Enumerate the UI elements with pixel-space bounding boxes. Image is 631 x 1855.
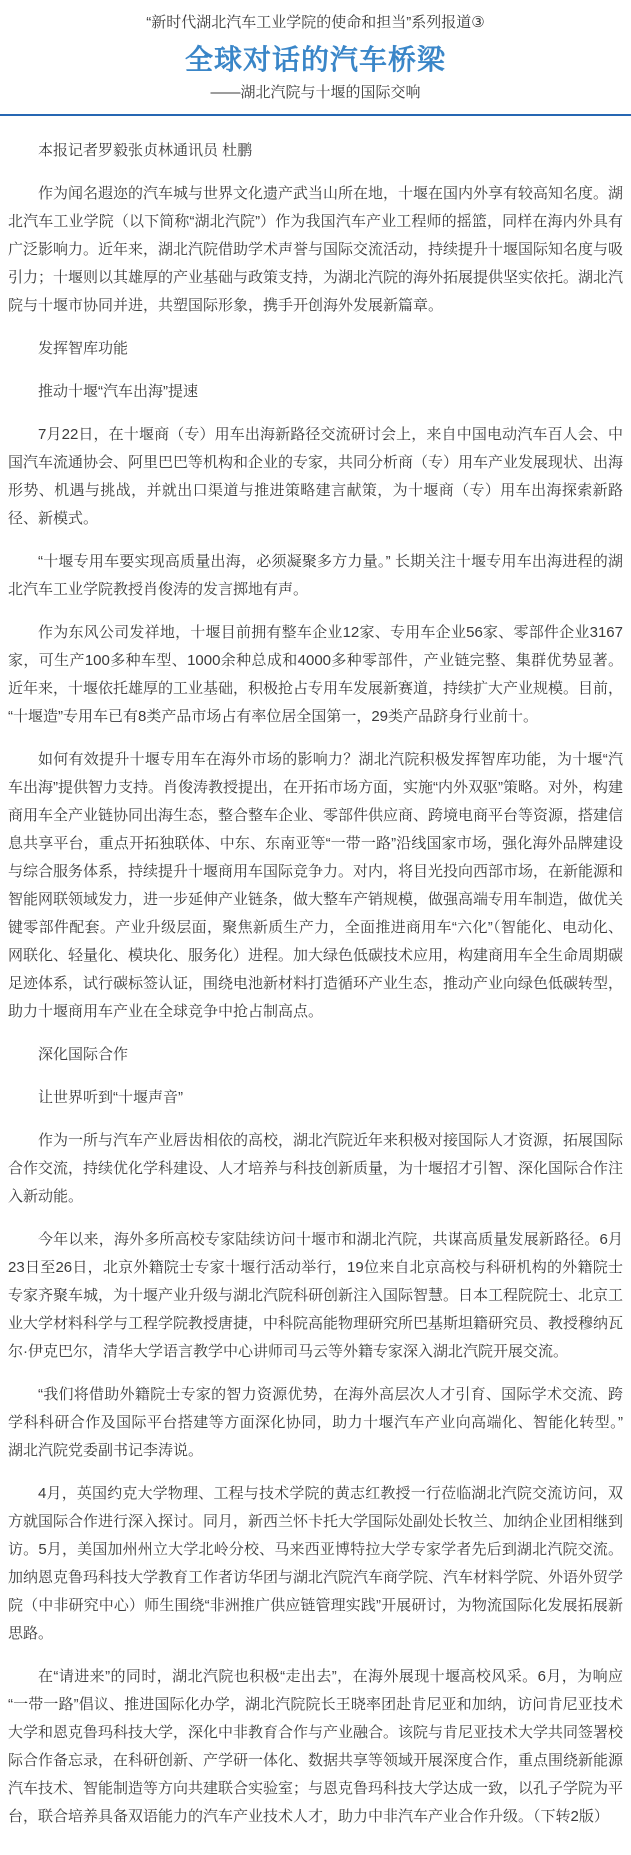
paragraph: 如何有效提升十堰专用车在海外市场的影响力？湖北汽院积极发挥智库功能，为十堰“汽车出海”提供智力支持。肖俊涛教授提出，在开拓市场方面，实施“内外双驱”策略。对外，构建商用车全产业链协同出海生态，整合整车企业、零部件供应商、跨境电商平台等资源，搭建信息共享平台，重点开拓独联体、中东、东南亚等“一带一路”沿线国家市场，强化海外品牌建设与综合服务体系，持续提升十堰商用车国际竞争力。对内，将目光投向西部市场，在新能源和智能网联领域发力，进一步延伸产业链条，做大整车产销规模，做强高端专用车制造，做优关键零部件配套。产业升级层面，聚焦新质生产力，全面推进商用车“六化”（智能化、电动化、网联化、轻量化、模块化、服务化）进程。加大绿色低碳技术应用，构建商用车全生命周期碳足迹体系，试行碳标签认证，围绕电池新材料打造循环产业生态，推动产业向绿色低碳转型，助力十堰商用车产业在全球竞争中抢占制高点。 bbox=[8, 751, 624, 1020]
paragraph: 在“请进来”的同时，湖北汽院也积极“走出去”，在海外展现十堰高校风采。6月，为响应“一带一路”倡议、推进国际化办学，湖北汽院院长王晓率团赴肯尼亚和加纳，访问肯尼亚技术大学和恩克鲁玛科技大学，深化中非教育合作与产业融合。该院与肯尼亚技术大学共同签署校际合作备忘录，在科研创新、产学研一体化、数据共享等领域开展深度合作，重点围绕新能源汽车技术、智能制造等方向共建联合实验室；与恩克鲁玛科技大学达成一致，以孔子学院为平台，联合培养具备双语能力的汽车产业技术人才，助力中非汽车产业合作升级。（下转2版） bbox=[8, 1668, 624, 1825]
section-heading: 深化国际合作 bbox=[38, 1046, 129, 1063]
article-body bbox=[0, 116, 631, 1855]
paragraph: 作为闻名遐迩的汽车城与世界文化遗产武当山所在地，十堰在国内外享有较高知名度。湖北汽车工业学院（以下简称“湖北汽院”）作为我国汽车产业工程师的摇篮，同样在海内外具有广泛影响力。近年来，湖北汽院借助学术声誉与国际交流活动，持续提升十堰国际知名度与吸引力；十堰则以其雄厚的产业基础与政策支持，为湖北汽院的海外拓展提供坚实依托。湖北汽院与十堰市协同并进，共塑国际形象，携手开创海外发展新篇章。 bbox=[8, 185, 624, 314]
paragraph: “十堰专用车要实现高质量出海，必须凝聚多方力量。” 长期关注十堰专用车出海进程的湖北汽车工业学院教授肖俊涛的发言掷地有声。 bbox=[8, 553, 623, 598]
paragraph: 7月22日，在十堰商（专）用车出海新路径交流研讨会上，来自中国电动汽车百人会、中国汽车流通协会、阿里巴巴等机构和企业的专家，共同分析商（专）用车产业发展现状、出海形势、机遇与挑战，并就出口渠道与推进策略建言献策，为十堰商（专）用车出海探索新路径、新模式。 bbox=[8, 426, 624, 527]
article-header bbox=[0, 0, 631, 104]
byline: 本报记者罗毅张贞林通讯员 杜鹏 bbox=[38, 142, 253, 159]
paragraph: 作为东风公司发祥地，十堰目前拥有整车企业12家、专用车企业56家、零部件企业3167家，可生产100多种车型、1000余种总成和4000多种零部件，产业链完整、集群优势显著。近年来，十堰依托雄厚的工业基础，积极抢占专用车发展新赛道，持续扩大产业规模。目前，“十堰造”专用车已有8类产品市场占有率位居全国第一，29类产品跻身行业前十。 bbox=[8, 624, 624, 725]
section-subheading: 推动十堰“汽车出海”提速 bbox=[38, 383, 198, 400]
paragraph: 今年以来，海外多所高校专家陆续访问十堰市和湖北汽院，共谋高质量发展新路径。6月23日至26日，北京外籍院士专家十堰行活动举行，19位来自北京高校与科研机构的外籍院士专家齐聚车城，为十堰产业升级与湖北汽院科研创新注入国际智慧。日本工程院院士、北京工业大学材料科学与工程学院教授唐捷，中科院高能物理研究所巴基斯坦籍研究员、教授穆纳瓦尔·伊克巴尔，清华大学语言教学中心讲师司马云等外籍专家深入湖北汽院开展交流。 bbox=[8, 1231, 624, 1360]
paragraph: 4月，英国约克大学物理、工程与技术学院的黄志红教授一行莅临湖北汽院交流访问，双方就国际合作进行深入探讨。同月，新西兰怀卡托大学国际处副处长牧兰、加纳企业团相继到访。5月，美国加州州立大学北岭分校、马来西亚博特拉大学专家学者先后到湖北汽院交流。加纳恩克鲁玛科技大学教育工作者访华团与湖北汽院汽车商学院、汽车材料学院、外语外贸学院（中非研究中心）师生围绕“非洲推广供应链管理实践”开展研讨，为物流国际化发展拓展新思路。 bbox=[8, 1485, 624, 1642]
article-title: 全球对话的汽车桥梁 bbox=[184, 44, 446, 75]
paragraph: 作为一所与汽车产业唇齿相依的高校，湖北汽院近年来积极对接国际人才资源，拓展国际合作交流，持续优化学科建设、人才培养与科技创新质量，为十堰招才引智、深化国际合作注入新动能。 bbox=[8, 1132, 624, 1205]
article-subtitle: ——湖北汽院与十堰的国际交响 bbox=[210, 84, 421, 101]
section-subheading: 让世界听到“十堰声音” bbox=[38, 1089, 183, 1106]
series-title: “新时代湖北汽车工业学院的使命和担当”系列报道③ bbox=[146, 14, 485, 31]
paragraph: “我们将借助外籍院士专家的智力资源优势，在海外高层次人才引育、国际学术交流、跨学科科研合作及国际平台搭建等方面深化协同，助力十堰汽车产业向高端化、智能化转型。” 湖北汽院党委副书记李涛说。 bbox=[8, 1386, 623, 1459]
section-heading: 发挥智库功能 bbox=[38, 340, 129, 357]
